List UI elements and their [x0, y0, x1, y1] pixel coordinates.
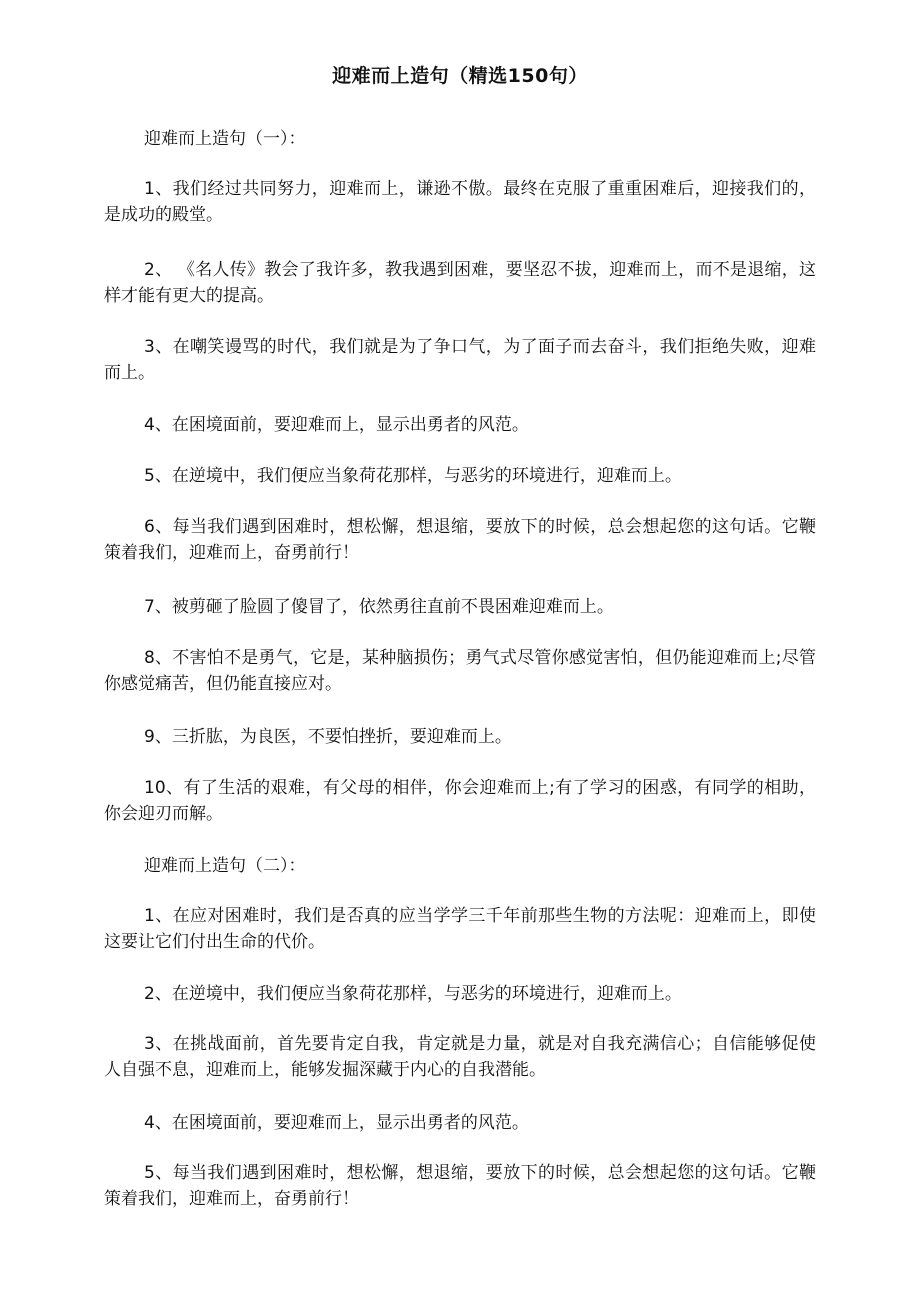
sentence-1-6: 6、每当我们遇到困难时，想松懈，想退缩，要放下的时候，总会想起您的这句话。它鞭策着我们，迎难而上，奋勇前行！	[104, 517, 816, 563]
document-title: 迎难而上造句（精选150句）	[332, 65, 588, 87]
sentence-1-4: 4、在困境面前，要迎难而上，显示出勇者的风范。	[144, 415, 529, 435]
sentence-1-10: 10、有了生活的艰难，有父母的相伴，你会迎难而上;有了学习的困惑，有同学的相助，你会迎刃而解。	[104, 778, 816, 824]
sentence-1-8: 8、不害怕不是勇气，它是，某种脑损伤；勇气式尽管你感觉害怕，但仍能迎难而上;尽管你感觉痛苦，但仍能直接应对。	[104, 648, 816, 694]
sentence-2-3: 3、在挑战面前，首先要肯定自我，肯定就是力量，就是对自我充满信心；自信能够促使人自强不息，迎难而上，能够发掘深藏于内心的自我潜能。	[104, 1034, 816, 1080]
section-heading-1: 迎难而上造句（一）：	[144, 129, 306, 149]
sentence-1-7: 7、被剪砸了脸圆了傻冒了，依然勇往直前不畏困难迎难而上。	[144, 597, 614, 617]
sentence-2-5: 5、每当我们遇到困难时，想松懈，想退缩，要放下的时候，总会想起您的这句话。它鞭策着我们，迎难而上，奋勇前行！	[104, 1163, 816, 1209]
sentence-2-4: 4、在困境面前，要迎难而上，显示出勇者的风范。	[144, 1113, 529, 1133]
sentence-1-3: 3、在嘲笑谩骂的时代，我们就是为了争口气，为了面子而去奋斗，我们拒绝失败，迎难而上。	[104, 337, 816, 383]
sentence-2-1: 1、在应对困难时，我们是否真的应当学学三千年前那些生物的方法呢：迎难而上，即使这要让它们付出生命的代价。	[104, 906, 816, 952]
sentence-1-1: 1、我们经过共同努力，迎难而上，谦逊不傲。最终在克服了重重困难后，迎接我们的，是成功的殿堂。	[104, 179, 816, 225]
sentence-1-5: 5、在逆境中，我们便应当象荷花那样，与恶劣的环境进行，迎难而上。	[144, 466, 682, 486]
section-heading-2: 迎难而上造句（二）：	[144, 856, 306, 876]
sentence-2-2: 2、在逆境中，我们便应当象荷花那样，与恶劣的环境进行，迎难而上。	[144, 984, 682, 1004]
sentence-1-2: 2、 《名人传》教会了我许多，教我遇到困难，要坚忍不拔，迎难而上，而不是退缩，这样才能有更大的提高。	[104, 260, 816, 306]
sentence-1-9: 9、三折肱，为良医，不要怕挫折，要迎难而上。	[144, 727, 512, 747]
